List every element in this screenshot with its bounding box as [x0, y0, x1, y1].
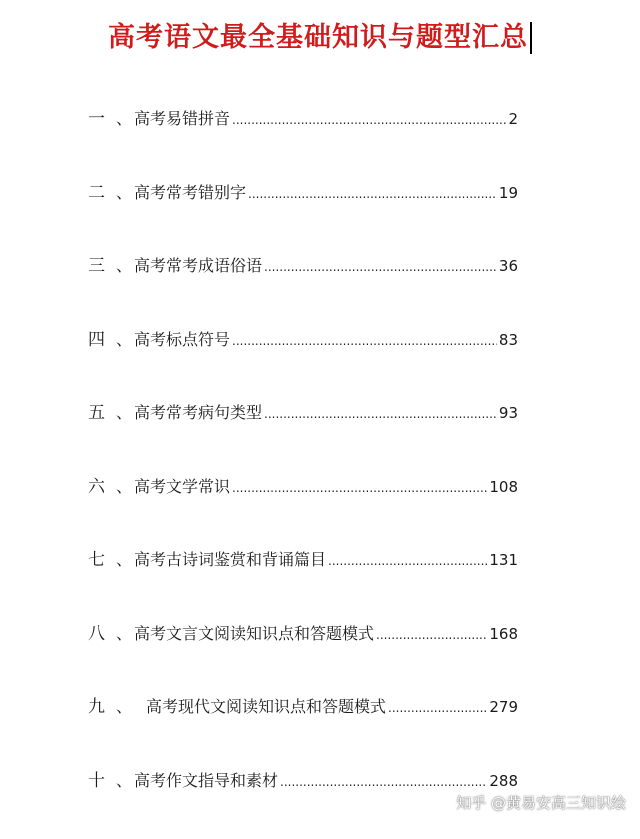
table-of-contents	[88, 104, 518, 839]
toc-entry-page: 131	[489, 545, 518, 575]
toc-leader-dots	[388, 693, 487, 723]
toc-entry-label: 高考文学常识	[134, 472, 230, 502]
toc-entry-page: 19	[499, 178, 518, 208]
toc-entry-page: 36	[499, 251, 518, 281]
toc-entry-separator: 、	[116, 692, 132, 722]
toc-entry[interactable]	[88, 545, 518, 619]
toc-entry-page: 279	[489, 692, 518, 722]
toc-entry-number: 五	[88, 398, 110, 428]
toc-leader-dots	[376, 620, 487, 650]
title-area	[0, 22, 640, 54]
toc-entry[interactable]	[88, 178, 518, 252]
toc-entry-label: 高考现代文阅读知识点和答题模式	[146, 692, 386, 722]
toc-entry-label: 高考标点符号	[134, 325, 230, 355]
toc-entry[interactable]	[88, 766, 518, 839]
toc-entry-number: 二	[88, 178, 110, 208]
toc-entry-page: 83	[499, 325, 518, 355]
toc-entry-label: 高考常考成语俗语	[134, 251, 262, 281]
toc-leader-dots	[232, 326, 497, 356]
toc-entry-separator: 、	[116, 472, 132, 502]
toc-entry-separator: 、	[116, 178, 132, 208]
toc-entry-page: 288	[489, 766, 518, 796]
toc-entry-page: 93	[499, 398, 518, 428]
toc-leader-dots	[248, 179, 497, 209]
toc-entry-number: 八	[88, 619, 110, 649]
toc-leader-dots	[232, 105, 506, 135]
toc-entry-number: 四	[88, 325, 110, 355]
toc-entry[interactable]	[88, 692, 518, 766]
toc-entry-number: 十	[88, 766, 110, 796]
toc-entry-separator: 、	[116, 398, 132, 428]
toc-entry-separator: 、	[116, 619, 132, 649]
toc-leader-dots	[264, 252, 497, 282]
toc-entry[interactable]	[88, 472, 518, 546]
toc-entry[interactable]	[88, 619, 518, 693]
toc-entry-number: 七	[88, 545, 110, 575]
toc-entry-separator: 、	[116, 104, 132, 134]
toc-entry-label: 高考作文指导和素材	[134, 766, 278, 796]
toc-entry-label: 高考易错拼音	[134, 104, 230, 134]
toc-entry-separator: 、	[116, 251, 132, 281]
toc-entry-number: 九	[88, 692, 110, 722]
toc-entry[interactable]	[88, 251, 518, 325]
toc-entry-page: 108	[489, 472, 518, 502]
toc-entry-label: 高考常考病句类型	[134, 398, 262, 428]
toc-leader-dots	[264, 399, 497, 429]
toc-entry-number: 一	[88, 104, 110, 134]
toc-entry-separator: 、	[116, 545, 132, 575]
toc-entry-page: 2	[508, 104, 518, 134]
toc-entry[interactable]	[88, 398, 518, 472]
toc-entry-label: 高考文言文阅读知识点和答题模式	[134, 619, 374, 649]
toc-entry[interactable]	[88, 325, 518, 399]
toc-entry-separator: 、	[116, 325, 132, 355]
toc-entry-number: 六	[88, 472, 110, 502]
toc-leader-dots	[328, 546, 487, 576]
document-title: 高考语文最全基础知识与题型汇总	[108, 22, 532, 54]
toc-entry-page: 168	[489, 619, 518, 649]
toc-entry-label: 高考古诗词鉴赏和背诵篇目	[134, 545, 326, 575]
toc-leader-dots	[232, 473, 487, 503]
toc-entry[interactable]	[88, 104, 518, 178]
source-watermark: 知乎 @黄易安高三知识绘	[456, 792, 626, 813]
toc-entry-separator: 、	[116, 766, 132, 796]
toc-entry-label: 高考常考错别字	[134, 178, 246, 208]
toc-entry-number: 三	[88, 251, 110, 281]
